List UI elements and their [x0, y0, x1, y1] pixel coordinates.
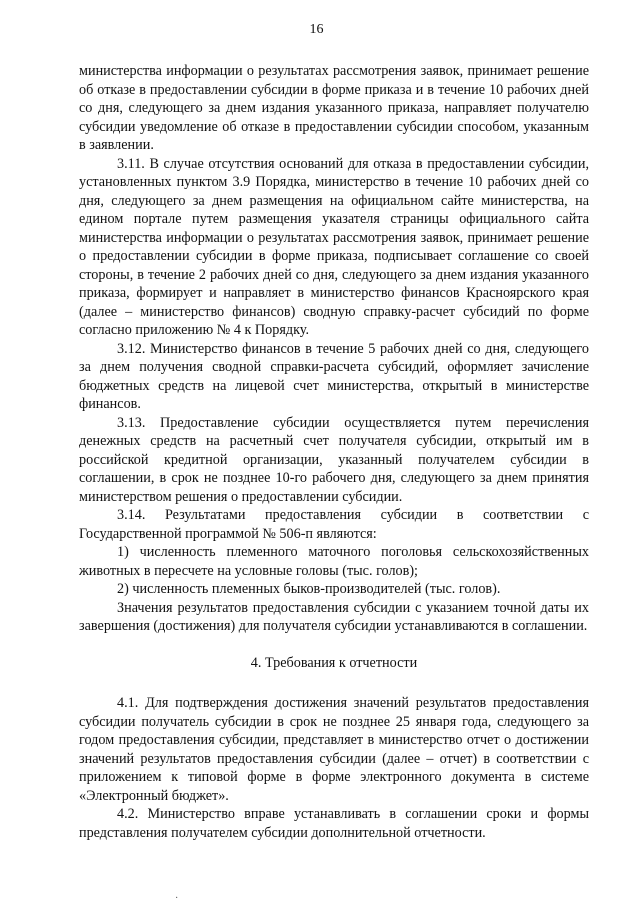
paragraph-3-13: 3.13. Предоставление субсидии осуществляется путем перечисления денежных средств на расчетный счет получателя субсидии, открытый им в российской кредитной организации, указанный получателем субсидии в соглашении, в срок не позднее 10-го рабочего дня, следующего за днем принятия министерством решения о предоставлении субсидии. — [79, 414, 589, 505]
document-body — [79, 62, 589, 842]
paragraph-continuation: министерства информации о результатах рассмотрения заявок, принимает решение об отказе в предоставлении субсидии в форме приказа и в течение 10 рабочих дней со дня, следующего за днем издания указанного приказа, направляет получателю субсидии уведомление об отказе в предоставлении субсидии способом, указанным в заявлении. — [79, 63, 589, 153]
paragraph-4-2: 4.2. Министерство вправе устанавливать в соглашении сроки и формы представления получателем субсидии дополнительной отчетности. — [79, 806, 589, 841]
scan-artifact-mark: · — [175, 893, 179, 904]
section-heading-4: 4. Требования к отчетности — [250, 654, 418, 671]
paragraph-3-11: 3.11. В случае отсутствия оснований для отказа в предоставлении субсидии, установленных пунктом 3.9 Порядка, министерство в течение 10 рабочих дней со дня, следующего за днем размещения на официальном сайте министерства, на едином портале путем размещения указателя страницы официального сайта министерства информации о результатах рассмотрения заявок, принимает решение о предоставлении субсидии в форме приказа, подписывает соглашение со своей стороны, в течение 2 рабочих дней со дня, следующего за днем издания указанного приказа, формирует и направляет в министерство финансов Красноярского края (далее – министерство финансов) сводную справку-расчет субсидий по форме согласно приложению № 4 к Порядку. — [79, 155, 589, 338]
paragraph-3-14: 3.14. Результатами предоставления субсидии в соответствии с Государственной программой № 506-п являются: — [79, 507, 589, 542]
result-item-2: 2) численность племенных быков-производителей (тыс. голов). — [117, 581, 501, 597]
result-item-1: 1) численность племенного маточного поголовья сельскохозяйственных животных в пересчете на условные головы (тыс. голов); — [79, 544, 589, 579]
paragraph-results-values: Значения результатов предоставления субсидии с указанием точной даты их завершения (достижения) для получателя субсидии устанавливаются в соглашении. — [79, 599, 589, 634]
paragraph-4-1: 4.1. Для подтверждения достижения значений результатов предоставления субсидии получатель субсидии в срок не позднее 25 января года, следующего за годом предоставления субсидии, представляет в министерство отчет о достижении значений результатов предоставления субсидии (далее – отчет) в соответствии с приложением к типовой форме в форме электронного документа в системе «Электронный бюджет». — [79, 695, 589, 804]
paragraph-3-12: 3.12. Министерство финансов в течение 5 рабочих дней со дня, следующего за днем получения сводной справки-расчета субсидий, оформляет зачисление бюджетных средств на лицевой счет министерства, открытый в министерстве финансов. — [79, 340, 589, 412]
page-number: 16 — [309, 22, 324, 37]
